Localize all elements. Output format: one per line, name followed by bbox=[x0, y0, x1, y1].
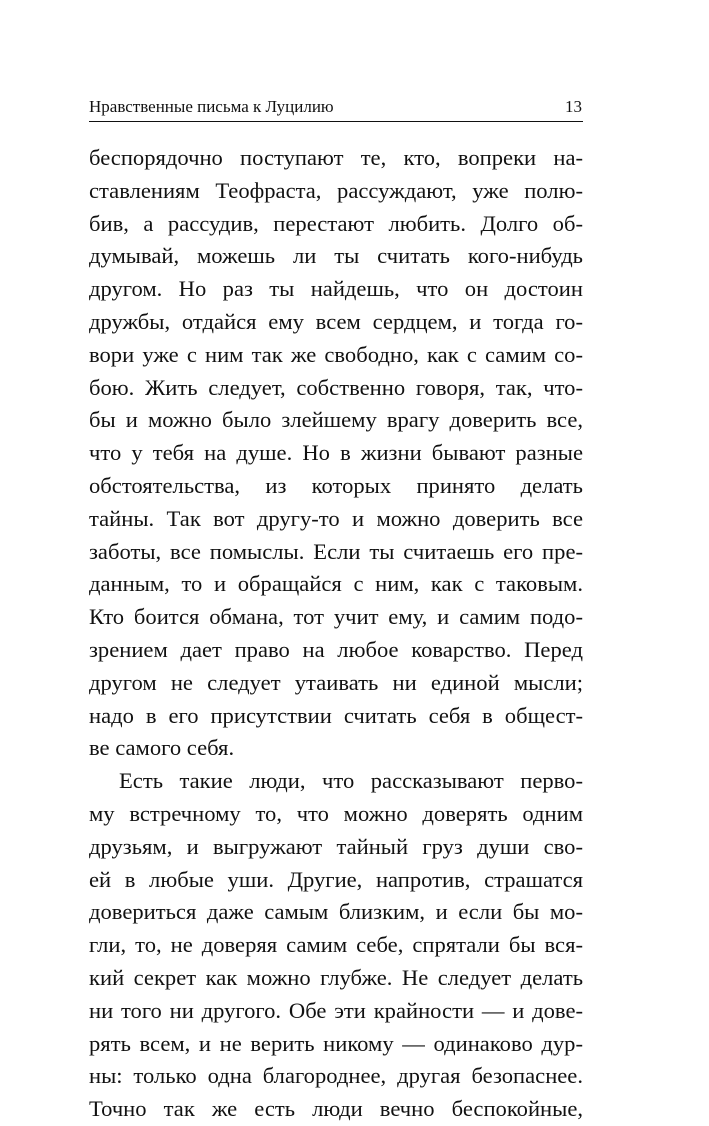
text-line: Точно так же есть люди вечно беспокойные, bbox=[89, 1096, 583, 1122]
text-line: зрением дает право на любое коварство. Перед bbox=[89, 636, 583, 662]
paragraph bbox=[89, 142, 583, 765]
paragraph bbox=[89, 765, 583, 1126]
text-line: друзьям, и выгружают тайный груз души сво- bbox=[89, 833, 583, 859]
text-line: рять всем, и не верить никому — одинаково дур- bbox=[89, 1030, 583, 1056]
text-line: данным, то и обращайся с ним, как с таковым. bbox=[89, 571, 583, 597]
text-line: ставлениям Теофраста, рассуждают, уже полю- bbox=[89, 177, 583, 203]
running-header bbox=[89, 97, 583, 122]
text-line: гли, то, не доверяя самим себе, спрятали бы вся- bbox=[89, 932, 583, 958]
text-line: другом. Но раз ты найдешь, что он достоин bbox=[89, 276, 583, 302]
text-line: Есть такие люди, что рассказывают перво- bbox=[119, 768, 583, 794]
text-line: дружбы, отдайся ему всем сердцем, и тогда го- bbox=[89, 308, 583, 334]
text-line: бив, а рассудив, перестают любить. Долго об- bbox=[89, 210, 583, 236]
text-line: беспорядочно поступают те, кто, вопреки на- bbox=[89, 145, 583, 170]
text-line: бою. Жить следует, собственно говоря, так, что- bbox=[89, 374, 583, 400]
text-line: довериться даже самым близким, и если бы мо- bbox=[89, 899, 583, 925]
text-line: обстоятельства, из которых принято делать bbox=[89, 472, 583, 498]
body-text bbox=[89, 142, 583, 1126]
text-line: бы и можно было злейшему врагу доверить все, bbox=[89, 407, 583, 433]
text-line: ве самого себя. bbox=[89, 735, 235, 761]
text-line: кий секрет как можно глубже. Не следует делать bbox=[89, 964, 583, 990]
text-line: ей в любые уши. Другие, напротив, страшатся bbox=[89, 866, 583, 892]
text-line: надо в его присутствии считать себя в общест- bbox=[89, 702, 583, 728]
text-line: тайны. Так вот другу-то и можно доверить все bbox=[89, 505, 583, 531]
text-line: ны: только одна благороднее, другая безопаснее. bbox=[89, 1063, 583, 1089]
text-line: вори уже с ним так же свободно, как с самим со- bbox=[89, 341, 583, 367]
text-line: что у тебя на душе. Но в жизни бывают разные bbox=[89, 440, 583, 466]
text-line: Кто боится обмана, тот учит ему, и самим подо- bbox=[89, 604, 583, 630]
text-line: му встречному то, что можно доверять одним bbox=[89, 800, 583, 826]
text-line: думывай, можешь ли ты считать кого-нибудь bbox=[89, 243, 583, 269]
text-line: другом не следует утаивать ни единой мысли; bbox=[89, 669, 583, 695]
page-number: 13 bbox=[565, 97, 582, 116]
text-line: заботы, все помыслы. Если ты считаешь его пре- bbox=[89, 538, 583, 564]
text-line: ни того ни другого. Обе эти крайности — и дове- bbox=[89, 997, 583, 1023]
running-title: Нравственные письма к Луцилию bbox=[89, 97, 334, 116]
